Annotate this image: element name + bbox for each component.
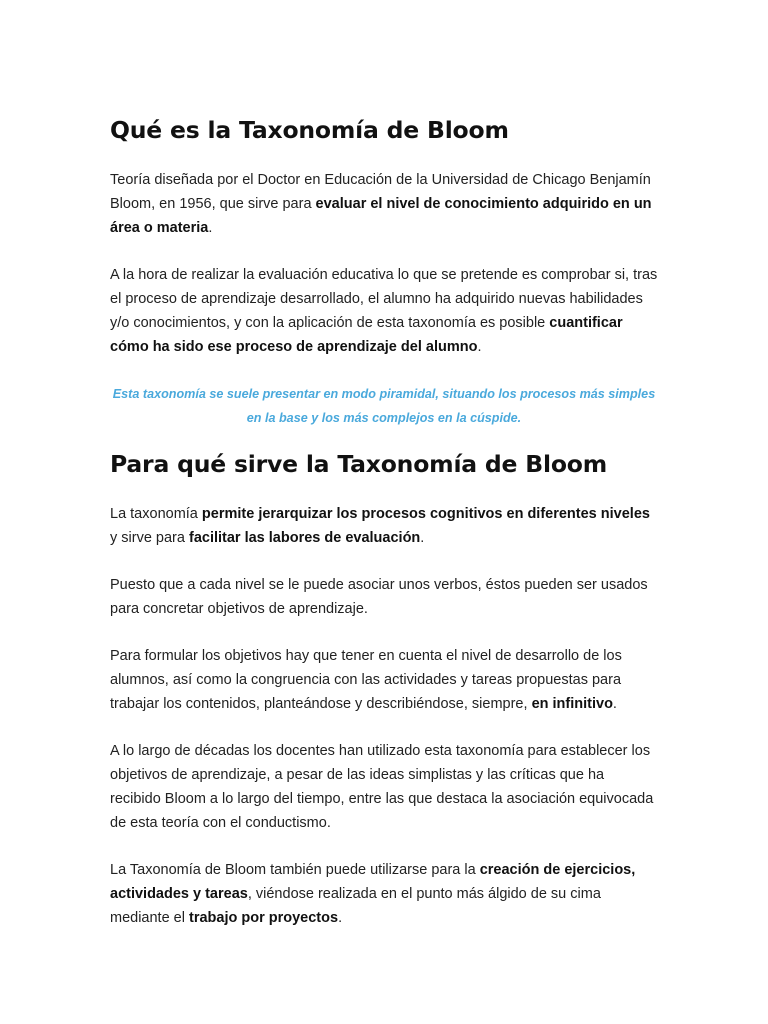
article-content	[110, 112, 658, 953]
text-run: .	[477, 339, 482, 355]
highlight-quote: Esta taxonomía se suele presentar en modo piramidal, situando los procesos más simples en la base y los más complejos en la cúspide.	[112, 387, 656, 425]
paragraph-evaluation	[110, 263, 658, 359]
text-run: Para formular los objetivos hay que tener en cuenta el nivel de desarrollo de los alumnos, así como la congruencia con las actividades y tareas propuestas para trabajar los contenidos, planteándose y describiéndose, siempre,	[110, 648, 622, 712]
text-run: Teoría diseñada por el Doctor en Educación de la Universidad de Chicago Benjamín Bloom, en 1956, que sirve para	[110, 172, 651, 212]
paragraph-definition	[110, 168, 658, 240]
bold-run: evaluar el nivel de conocimiento adquirido en un área o materia	[110, 196, 652, 236]
text-run: .	[612, 696, 617, 712]
section-title-que-es: Qué es la Taxonomía de Bloom	[110, 116, 509, 144]
paragraph-verbs: Puesto que a cada nivel se le puede asociar unos verbos, éstos pueden ser usados para concretar objetivos de aprendizaje.	[110, 577, 648, 617]
paragraph-purpose	[110, 502, 658, 550]
section-title-para-que-sirve: Para qué sirve la Taxonomía de Bloom	[110, 450, 608, 478]
bold-run: creación de ejercicios, actividades y tareas	[110, 862, 636, 902]
text-run: .	[338, 910, 343, 926]
bold-run: trabajo por proyectos	[189, 910, 339, 926]
text-run: La Taxonomía de Bloom también puede utilizarse para la	[110, 862, 480, 878]
bold-run: en infinitivo	[531, 696, 613, 712]
paragraph-objectives	[110, 644, 658, 716]
text-run: La taxonomía	[110, 506, 202, 522]
paragraph-history: A lo largo de décadas los docentes han utilizado esta taxonomía para establecer los objetivos de aprendizaje, a pesar de las ideas simplistas y las críticas que ha recibido Bloom a lo largo del tiempo, entre las que destaca la asociación equivocada de esta teoría con el conductismo.	[110, 743, 654, 831]
text-run: .	[420, 530, 425, 546]
paragraph-projects	[110, 858, 658, 930]
text-run: y sirve para	[110, 530, 189, 546]
bold-run: permite jerarquizar los procesos cognitivos en diferentes niveles	[201, 506, 650, 522]
bold-run: cuantificar cómo ha sido ese proceso de aprendizaje del alumno	[110, 315, 623, 355]
bold-run: facilitar las labores de evaluación	[188, 530, 421, 546]
text-run: .	[208, 220, 213, 236]
text-run: A la hora de realizar la evaluación educativa lo que se pretende es comprobar si, tras el proceso de aprendizaje desarrollado, el alumno ha adquirido nuevas habilidades y/o conocimientos, y con la aplicación de esta taxonomía es posible	[110, 267, 658, 331]
text-run: , viéndose realizada en el punto más álgido de su cima mediante el	[110, 886, 601, 926]
